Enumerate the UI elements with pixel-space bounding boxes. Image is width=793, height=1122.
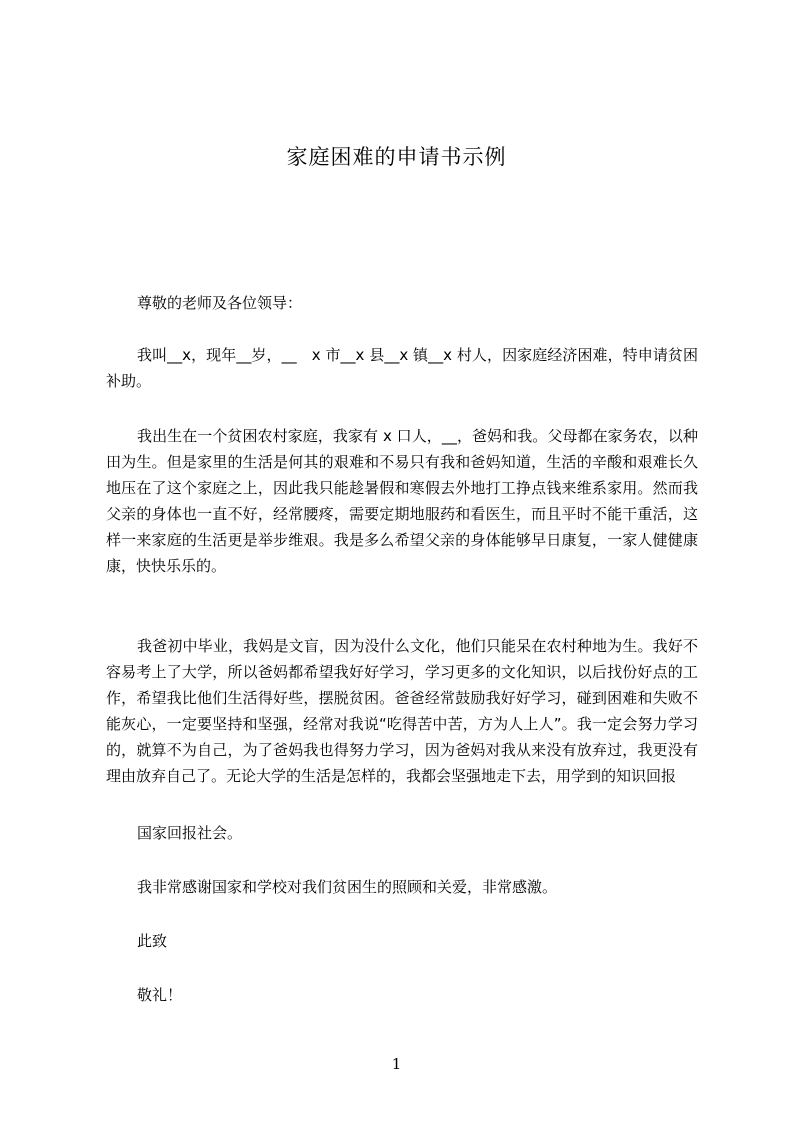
salutation: 尊敬的老师及各位领导： (137, 294, 303, 312)
paragraph-thanks: 我非常感谢国家和学校对我们贫困生的照顾和关爱，非常感激。 (137, 878, 558, 896)
regards-text: 敬礼！ (137, 986, 183, 1004)
paragraph-intro: 我叫__x，现年__岁，__ x 市__x 县__x 镇__x 村人，因家庭经济困难，特申请贫困补助。 (106, 346, 698, 390)
closing-text: 此致 (137, 932, 168, 950)
paragraph-repay-society: 国家回报社会。 (137, 824, 243, 842)
document-title: 家庭困难的申请书示例 (286, 145, 507, 169)
paragraph-family-background: 我出生在一个贫困农村家庭，我家有 x 口人，__，爸妈和我。父母都在家务农，以种田为生。但是家里的生活是何其的艰难和不易只有我和爸妈知道，生活的辛酸和艰难长久地压在了这个家庭之上，因此我只能趁暑假和寒假去外地打工挣点钱来维系家用。然而我父亲的身体也一直不好，经常腰疼，需要定期地服药和看医生，而且平时不能干重活，这样一来家庭的生活更是举步维艰。我是多么希望父亲的身体能够早日康复，一家人健健康康，快快乐乐的。 (106, 427, 698, 575)
page-number: 1 (391, 1055, 402, 1073)
paragraph-parents-education: 我爸初中毕业，我妈是文盲，因为没什么文化，他们只能呆在农村种地为生。我好不容易考上了大学，所以爸妈都希望我好好学习，学习更多的文化知识，以后找份好点的工作，希望我比他们生活得好些，摆脱贫困。爸爸经常鼓励我好好学习，碰到困难和失败不能灰心，一定要坚持和坚强，经常对我说“吃得苦中苦，方为人上人”。我一定会努力学习的，就算不为自己，为了爸妈我也得努力学习，因为爸妈对我从来没有放弃过，我更没有理由放弃自己了。无论大学的生活是怎样的，我都会坚强地走下去，用学到的知识回报 (106, 637, 698, 785)
